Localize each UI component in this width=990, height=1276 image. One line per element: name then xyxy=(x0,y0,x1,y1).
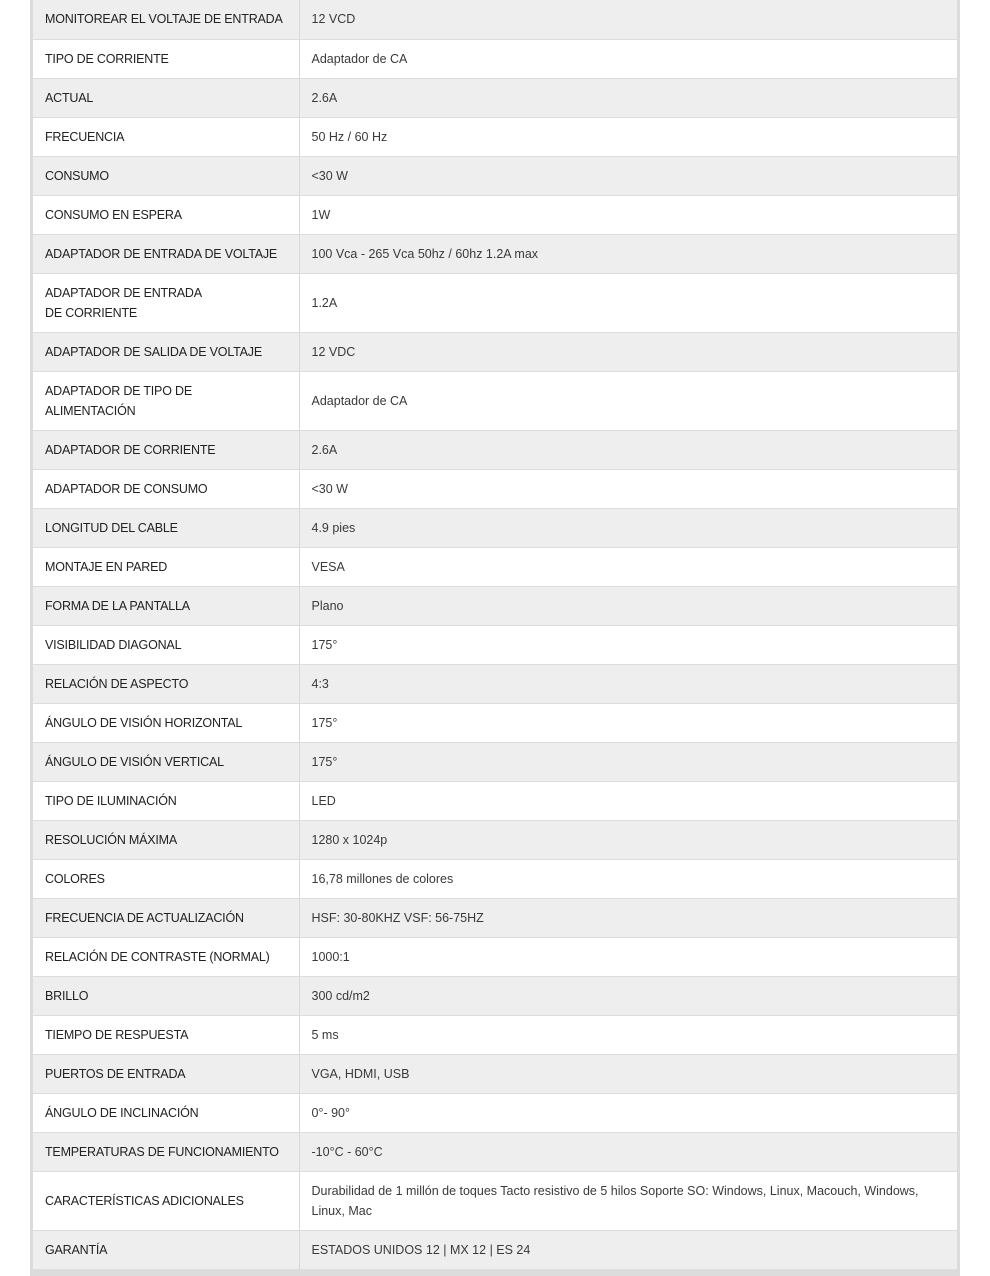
spec-label: ÁNGULO DE VISIÓN HORIZONTAL xyxy=(33,703,299,742)
spec-label: TIPO DE CORRIENTE xyxy=(33,39,299,78)
spec-label: ADAPTADOR DE ENTRADA DE VOLTAJE xyxy=(33,234,299,273)
spec-row xyxy=(33,332,957,371)
spec-row xyxy=(33,1230,957,1269)
spec-row xyxy=(33,195,957,234)
spec-value: Adaptador de CA xyxy=(299,371,957,430)
spec-row xyxy=(33,1015,957,1054)
spec-value: 1.2A xyxy=(299,273,957,332)
spec-label: BRILLO xyxy=(33,976,299,1015)
spec-label: COLORES xyxy=(33,859,299,898)
spec-label: ADAPTADOR DE TIPO DE ALIMENTACIÓN xyxy=(33,371,299,430)
spec-label: TIPO DE ILUMINACIÓN xyxy=(33,781,299,820)
spec-value: 2.6A xyxy=(299,78,957,117)
spec-value: LED xyxy=(299,781,957,820)
spec-row xyxy=(33,0,957,39)
spec-label: RELACIÓN DE CONTRASTE (NORMAL) xyxy=(33,937,299,976)
spec-row xyxy=(33,976,957,1015)
spec-row xyxy=(33,469,957,508)
spec-label: PUERTOS DE ENTRADA xyxy=(33,1054,299,1093)
spec-label: MONTAJE EN PARED xyxy=(33,547,299,586)
spec-row xyxy=(33,1132,957,1171)
spec-row xyxy=(33,547,957,586)
spec-value: Adaptador de CA xyxy=(299,39,957,78)
spec-value: 1000:1 xyxy=(299,937,957,976)
spec-row xyxy=(33,742,957,781)
spec-label: ACTUAL xyxy=(33,78,299,117)
spec-value: <30 W xyxy=(299,469,957,508)
spec-row xyxy=(33,39,957,78)
spec-value: 50 Hz / 60 Hz xyxy=(299,117,957,156)
spec-value: 4.9 pies xyxy=(299,508,957,547)
spec-row xyxy=(33,1171,957,1230)
spec-label: ADAPTADOR DE ENTRADA DE CORRIENTE xyxy=(33,273,299,332)
spec-value: VGA, HDMI, USB xyxy=(299,1054,957,1093)
spec-value: 1280 x 1024p xyxy=(299,820,957,859)
spec-row xyxy=(33,586,957,625)
spec-row xyxy=(33,781,957,820)
spec-value: Plano xyxy=(299,586,957,625)
spec-value: 16,78 millones de colores xyxy=(299,859,957,898)
spec-row xyxy=(33,508,957,547)
spec-value: 12 VCD xyxy=(299,0,957,39)
specifications-table xyxy=(33,0,957,1270)
spec-label: ÁNGULO DE VISIÓN VERTICAL xyxy=(33,742,299,781)
spec-value: 175° xyxy=(299,703,957,742)
spec-row xyxy=(33,1054,957,1093)
spec-value: 4:3 xyxy=(299,664,957,703)
spec-value: VESA xyxy=(299,547,957,586)
spec-value: 12 VDC xyxy=(299,332,957,371)
spec-row xyxy=(33,937,957,976)
spec-label: FRECUENCIA DE ACTUALIZACIÓN xyxy=(33,898,299,937)
specifications-table-body xyxy=(33,0,957,1269)
spec-label: RELACIÓN DE ASPECTO xyxy=(33,664,299,703)
spec-row xyxy=(33,371,957,430)
spec-value: -10°C - 60°C xyxy=(299,1132,957,1171)
spec-value: 300 cd/m2 xyxy=(299,976,957,1015)
spec-label: TEMPERATURAS DE FUNCIONAMIENTO xyxy=(33,1132,299,1171)
spec-value: 5 ms xyxy=(299,1015,957,1054)
spec-label: TIEMPO DE RESPUESTA xyxy=(33,1015,299,1054)
spec-row xyxy=(33,117,957,156)
spec-row xyxy=(33,859,957,898)
spec-row xyxy=(33,625,957,664)
spec-label: CONSUMO EN ESPERA xyxy=(33,195,299,234)
spec-row xyxy=(33,78,957,117)
spec-value: Durabilidad de 1 millón de toques Tacto resistivo de 5 hilos Soporte SO: Windows, Linux, Macouch, Windows, Linux, Mac xyxy=(299,1171,957,1230)
spec-value: ESTADOS UNIDOS 12 | MX 12 | ES 24 xyxy=(299,1230,957,1269)
spec-row xyxy=(33,1093,957,1132)
spec-label: ADAPTADOR DE CORRIENTE xyxy=(33,430,299,469)
spec-value: <30 W xyxy=(299,156,957,195)
spec-label: FRECUENCIA xyxy=(33,117,299,156)
spec-label: VISIBILIDAD DIAGONAL xyxy=(33,625,299,664)
spec-row xyxy=(33,703,957,742)
spec-value: 2.6A xyxy=(299,430,957,469)
spec-row xyxy=(33,898,957,937)
spec-value: 1W xyxy=(299,195,957,234)
spec-row xyxy=(33,664,957,703)
spec-label: CONSUMO xyxy=(33,156,299,195)
spec-label: FORMA DE LA PANTALLA xyxy=(33,586,299,625)
spec-label: LONGITUD DEL CABLE xyxy=(33,508,299,547)
spec-label: RESOLUCIÓN MÁXIMA xyxy=(33,820,299,859)
spec-row xyxy=(33,273,957,332)
spec-label: ÁNGULO DE INCLINACIÓN xyxy=(33,1093,299,1132)
spec-row xyxy=(33,820,957,859)
spec-value: 175° xyxy=(299,742,957,781)
spec-value: 100 Vca - 265 Vca 50hz / 60hz 1.2A max xyxy=(299,234,957,273)
spec-value: 0°- 90° xyxy=(299,1093,957,1132)
spec-value: 175° xyxy=(299,625,957,664)
spec-row xyxy=(33,234,957,273)
spec-row xyxy=(33,156,957,195)
spec-label: ADAPTADOR DE SALIDA DE VOLTAJE xyxy=(33,332,299,371)
spec-row xyxy=(33,430,957,469)
spec-value: HSF: 30-80KHZ VSF: 56-75HZ xyxy=(299,898,957,937)
spec-label: GARANTÍA xyxy=(33,1230,299,1269)
spec-label: CARACTERÍSTICAS ADICIONALES xyxy=(33,1171,299,1230)
spec-label: ADAPTADOR DE CONSUMO xyxy=(33,469,299,508)
spec-label: MONITOREAR EL VOLTAJE DE ENTRADA xyxy=(33,0,299,39)
